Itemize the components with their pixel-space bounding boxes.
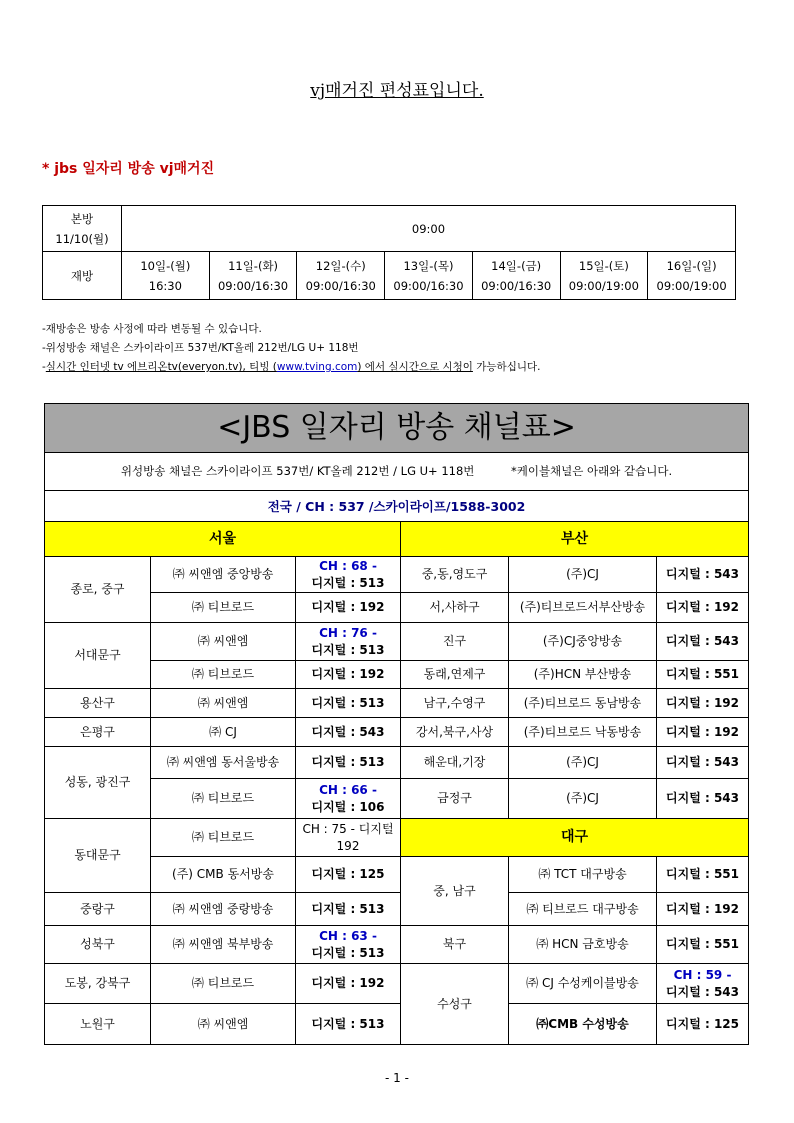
area: 성북구 — [45, 926, 151, 964]
digital-channel: 디지털 : 513 — [296, 747, 401, 779]
region-daegu: 대구 — [401, 819, 749, 857]
digital-channel: 디지털 : 543 — [657, 779, 749, 819]
premiere-time: 09:00 — [122, 206, 736, 252]
rerun-slot: 10일-(월) 16:30 — [122, 252, 210, 300]
digital-channel: 디지털 : 543 — [657, 557, 749, 593]
broadcaster: (주) CMB 동서방송 — [151, 857, 296, 893]
area: 동래,연제구 — [401, 661, 509, 689]
digital-channel: 디지털 : 543 — [657, 623, 749, 661]
rerun-slot: 12일-(수) 09:00/16:30 — [297, 252, 385, 300]
digital-channel: 디지털 : 192 — [296, 593, 401, 623]
note-satellite: -위성방송 채널은 스카이라이프 537번/KT올레 212번/LG U+ 118번 — [42, 342, 359, 354]
broadcaster: (주)CJ — [509, 557, 657, 593]
broadcaster: ㈜ 티브로드 대구방송 — [509, 893, 657, 926]
broadcaster: ㈜CMB 수성방송 — [509, 1004, 657, 1045]
note-streaming: -실시간 인터넷 tv 에브리온tv(everyon.tv), 티빙 (www.tving.com) 에서 실시간으로 시청이 가능하십니다. — [42, 361, 541, 373]
channel-number: CH : 59 - 디지털 : 543 — [657, 964, 749, 1004]
broadcaster: (주)티브로드 동남방송 — [509, 689, 657, 718]
area: 강서,북구,사상 — [401, 718, 509, 747]
channel-table — [44, 403, 749, 1045]
broadcaster: ㈜ 씨앤엠 — [151, 689, 296, 718]
broadcaster: (주)CJ — [509, 779, 657, 819]
channel-number: CH : 68 - 디지털 : 513 — [296, 557, 401, 593]
digital-channel: 디지털 : 192 — [296, 661, 401, 689]
page-number: - 1 - — [385, 1071, 409, 1085]
digital-channel: 디지털 : 192 — [657, 718, 749, 747]
rerun-slot: 11일-(화) 09:00/16:30 — [209, 252, 297, 300]
broadcaster: ㈜ CJ — [151, 718, 296, 747]
rerun-label: 재방 — [43, 252, 122, 300]
rerun-slot: 15일-(토) 09:00/19:00 — [560, 252, 648, 300]
area: 성동, 광진구 — [45, 747, 151, 819]
digital-channel: 디지털 : 543 — [296, 718, 401, 747]
broadcaster: ㈜ 티브로드 — [151, 964, 296, 1004]
broadcaster: ㈜ 티브로드 — [151, 661, 296, 689]
digital-channel: 디지털 : 543 — [657, 747, 749, 779]
broadcaster: ㈜ 씨앤엠 중랑방송 — [151, 893, 296, 926]
digital-channel: 디지털 : 513 — [296, 689, 401, 718]
area: 진구 — [401, 623, 509, 661]
area: 서대문구 — [45, 623, 151, 689]
digital-channel: 디지털 : 551 — [657, 661, 749, 689]
area: 은평구 — [45, 718, 151, 747]
broadcaster: ㈜ 씨앤엠 — [151, 623, 296, 661]
region-busan: 부산 — [401, 522, 749, 557]
broadcaster: ㈜ 티브로드 — [151, 779, 296, 819]
satellite-info: 위성방송 채널은 스카이라이프 537번/ KT올레 212번 / LG U+ 118번 *케이블채널은 아래와 같습니다. — [45, 453, 749, 491]
broadcaster: ㈜ HCN 금호방송 — [509, 926, 657, 964]
document-title: vj매거진 편성표입니다. — [310, 81, 484, 101]
digital-channel: 디지털 : 192 — [657, 689, 749, 718]
area: 북구 — [401, 926, 509, 964]
schedule-table — [42, 205, 736, 300]
channel-number: CH : 75 - 디지털 192 — [296, 819, 401, 857]
broadcaster: (주)HCN 부산방송 — [509, 661, 657, 689]
tving-link[interactable]: www.tving.com — [276, 361, 358, 373]
area: 용산구 — [45, 689, 151, 718]
digital-channel: 디지털 : 551 — [657, 926, 749, 964]
digital-channel: 디지털 : 192 — [657, 593, 749, 623]
broadcaster: (주)CJ중앙방송 — [509, 623, 657, 661]
digital-channel: 디지털 : 192 — [657, 893, 749, 926]
digital-channel: 디지털 : 125 — [296, 857, 401, 893]
section-subtitle: * jbs 일자리 방송 vj매거진 — [42, 161, 215, 177]
digital-channel: 디지털 : 513 — [296, 1004, 401, 1045]
area: 노원구 — [45, 1004, 151, 1045]
channel-number: CH : 66 - 디지털 : 106 — [296, 779, 401, 819]
channel-number: CH : 63 - 디지털 : 513 — [296, 926, 401, 964]
broadcaster: ㈜ 티브로드 — [151, 819, 296, 857]
area: 금정구 — [401, 779, 509, 819]
notes — [42, 320, 540, 377]
area: 서,사하구 — [401, 593, 509, 623]
area: 수성구 — [401, 964, 509, 1045]
area: 해운대,기장 — [401, 747, 509, 779]
area: 동대문구 — [45, 819, 151, 893]
channel-table-title: <JBS 일자리 방송 채널표> — [45, 404, 749, 453]
broadcaster: ㈜ 씨앤엠 북부방송 — [151, 926, 296, 964]
broadcaster: (주)CJ — [509, 747, 657, 779]
broadcaster: ㈜ 씨앤엠 중앙방송 — [151, 557, 296, 593]
area: 중,동,영도구 — [401, 557, 509, 593]
digital-channel: 디지털 : 513 — [296, 893, 401, 926]
broadcaster: (주)티브로드 낙동방송 — [509, 718, 657, 747]
nationwide-channel: 전국 / CH : 537 /스카이라이프/1588-3002 — [45, 491, 749, 522]
area: 도봉, 강북구 — [45, 964, 151, 1004]
broadcaster: ㈜ TCT 대구방송 — [509, 857, 657, 893]
area: 종로, 중구 — [45, 557, 151, 623]
digital-channel: 디지털 : 551 — [657, 857, 749, 893]
digital-channel: 디지털 : 125 — [657, 1004, 749, 1045]
rerun-slot: 16일-(일) 09:00/19:00 — [648, 252, 736, 300]
premiere-label-cell: 본방 11/10(월) — [43, 206, 122, 252]
area: 중랑구 — [45, 893, 151, 926]
region-seoul: 서울 — [45, 522, 401, 557]
rerun-slot: 14일-(금) 09:00/16:30 — [472, 252, 560, 300]
digital-channel: 디지털 : 192 — [296, 964, 401, 1004]
broadcaster: ㈜ 씨앤엠 — [151, 1004, 296, 1045]
area: 남구,수영구 — [401, 689, 509, 718]
area: 중, 남구 — [401, 857, 509, 926]
rerun-slot: 13일-(목) 09:00/16:30 — [385, 252, 473, 300]
broadcaster: ㈜ CJ 수성케이블방송 — [509, 964, 657, 1004]
broadcaster: ㈜ 씨앤엠 동서울방송 — [151, 747, 296, 779]
broadcaster: (주)티브로드서부산방송 — [509, 593, 657, 623]
note-rerun: -재방송은 방송 사정에 따라 변동될 수 있습니다. — [42, 323, 262, 335]
channel-number: CH : 76 - 디지털 : 513 — [296, 623, 401, 661]
broadcaster: ㈜ 티브로드 — [151, 593, 296, 623]
